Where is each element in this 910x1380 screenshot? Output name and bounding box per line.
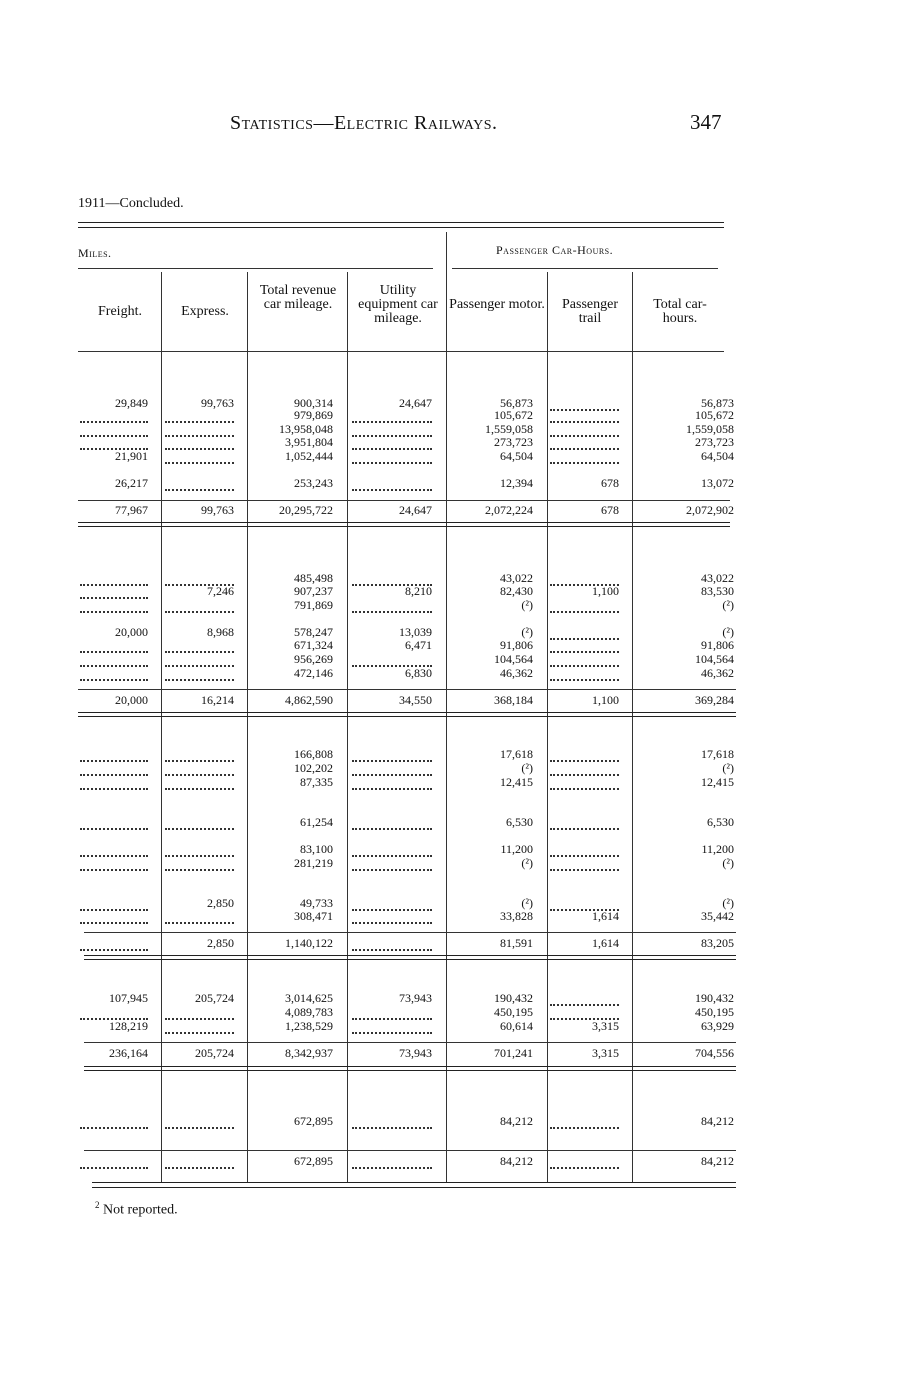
total-cell: 16,214 [201,693,234,707]
header-bottom-rule [78,351,724,352]
table-cell: (²) [722,896,734,910]
section-rule-3b [84,959,736,960]
leader-dots [165,435,234,437]
title-part2: Electric Railways. [333,112,498,134]
leader-dots [80,1167,148,1169]
table-cell: (²) [722,856,734,870]
table-cell: (²) [521,856,533,870]
table-cell: 91,806 [500,638,533,652]
leader-dots [352,909,432,911]
table-cell: 791,869 [294,598,333,612]
leader-dots [80,828,148,830]
group-head-car-hours: Passenger Car-Hours. [496,243,614,257]
top-rule-2 [78,227,724,228]
table-cell: 35,442 [701,909,734,923]
table-cell: 26,217 [115,476,148,490]
subtotal-rule-1 [78,500,730,501]
table-cell: 105,672 [494,408,533,422]
leader-dots [550,448,619,450]
col-divider-2 [247,272,248,1182]
total-cell: 368,184 [494,693,533,707]
leader-dots [352,448,432,450]
leader-dots [165,489,234,491]
total-cell: 701,241 [494,1046,533,1060]
total-cell: 205,724 [195,1046,234,1060]
leader-dots [352,760,432,762]
table-cell: 43,022 [500,571,533,585]
leader-dots [80,1127,148,1129]
total-cell: 3,315 [592,1046,619,1060]
table-cell: 4,089,783 [285,1005,333,1019]
leader-dots [80,909,148,911]
total-cell: 20,000 [115,693,148,707]
leader-dots [352,435,432,437]
table-cell: 104,564 [494,652,533,666]
total-cell: 1,614 [592,936,619,950]
table-cell: 61,254 [300,815,333,829]
footnote-mark: 2 [95,1200,100,1210]
table-cell: 60,614 [500,1019,533,1033]
leader-dots [352,922,432,924]
leader-dots [550,611,619,613]
leader-dots [550,774,619,776]
table-cell: 979,869 [294,408,333,422]
table-cell: 190,432 [695,991,734,1005]
group-head-miles: Miles. [78,246,112,260]
leader-dots [550,421,619,423]
table-cell: (²) [521,625,533,639]
table-cell: 105,672 [695,408,734,422]
table-cell: 12,415 [500,775,533,789]
subtotal-rule-3 [84,932,736,933]
table-cell: 99,763 [201,396,234,410]
leader-dots [352,1018,432,1020]
col-head-passenger-motor: Passenger motor. [449,297,545,312]
table-caption: 1911—Concluded. [78,196,184,211]
table-cell: 671,324 [294,638,333,652]
total-cell: 34,550 [399,693,432,707]
leader-dots [550,435,619,437]
table-cell: 1,100 [592,584,619,598]
leader-dots [550,679,619,681]
leader-dots [80,922,148,924]
section-rule-2b [78,716,736,717]
leader-dots [352,788,432,790]
table-cell: (²) [521,761,533,775]
section-rule-3a [84,955,736,956]
title-part1: Statistics [230,112,314,134]
table-cell: (²) [521,598,533,612]
leader-dots [165,665,234,667]
total-cell: 1,100 [592,693,619,707]
leader-dots [165,788,234,790]
leader-dots [550,409,619,411]
leader-dots [80,788,148,790]
leader-dots [80,597,148,599]
table-cell: 83,100 [300,842,333,856]
table-cell: 91,806 [701,638,734,652]
table-cell: 672,895 [294,1114,333,1128]
leader-dots [352,828,432,830]
col-divider-4 [446,232,447,1182]
table-cell: 253,243 [294,476,333,490]
leader-dots [550,665,619,667]
total-cell: 83,205 [701,936,734,950]
total-cell: 704,556 [695,1046,734,1060]
subtotal-rule-2 [78,689,736,690]
table-cell: 46,362 [701,666,734,680]
leader-dots [550,1167,619,1169]
leader-dots [352,774,432,776]
table-cell: 6,530 [707,815,734,829]
col-head-express: Express. [181,304,229,319]
table-cell: (²) [722,625,734,639]
leader-dots [165,760,234,762]
leader-dots [165,828,234,830]
table-cell: 450,195 [695,1005,734,1019]
total-cell: 84,212 [500,1154,533,1168]
leader-dots [165,1032,234,1034]
table-cell: 11,200 [701,842,734,856]
leader-dots [80,651,148,653]
leader-dots [165,869,234,871]
table-cell: 13,958,048 [279,422,333,436]
table-cell: 63,929 [701,1019,734,1033]
leader-dots [165,855,234,857]
table-cell: 64,504 [701,449,734,463]
total-cell: 77,967 [115,503,148,517]
leader-dots [352,855,432,857]
table-cell: 13,039 [399,625,432,639]
total-cell: 236,164 [109,1046,148,1060]
total-cell: 2,072,224 [485,503,533,517]
table-cell: 273,723 [494,435,533,449]
table-cell: 1,238,529 [285,1019,333,1033]
group-rule-miles [78,268,433,269]
table-cell: 73,943 [399,991,432,1005]
table-cell: 907,237 [294,584,333,598]
table-cell: 7,246 [207,584,234,598]
table-cell: 6,471 [405,638,432,652]
page-title [230,112,498,135]
table-cell: 102,202 [294,761,333,775]
footnote-text: Not reported. [99,1202,178,1218]
leader-dots [80,760,148,762]
table-cell: 46,362 [500,666,533,680]
leader-dots [352,949,432,951]
table-cell: 900,314 [294,396,333,410]
table-cell: 107,945 [109,991,148,1005]
table-cell: 17,618 [701,747,734,761]
leader-dots [165,421,234,423]
leader-dots [80,869,148,871]
leader-dots [165,462,234,464]
leader-dots [352,1167,432,1169]
col-head-utility: Utility equipment car mileage. [358,283,438,326]
table-cell: 56,873 [500,396,533,410]
table-cell: 64,504 [500,449,533,463]
table-cell: 82,430 [500,584,533,598]
leader-dots [165,651,234,653]
table-cell: 6,830 [405,666,432,680]
subtotal-rule-5 [84,1150,736,1151]
col-head-freight: Freight. [98,304,142,319]
table-cell: 84,212 [701,1114,734,1128]
table-cell: 678 [601,476,619,490]
table-cell: 33,828 [500,909,533,923]
bottom-rule-2 [92,1187,736,1188]
table-cell: 3,014,625 [285,991,333,1005]
leader-dots [80,421,148,423]
table-cell: 128,219 [109,1019,148,1033]
table-cell: (²) [722,761,734,775]
subtotal-rule-4 [84,1042,736,1043]
leader-dots [550,462,619,464]
col-divider-6 [632,272,633,1182]
total-cell: 81,591 [500,936,533,950]
table-cell: 956,269 [294,652,333,666]
footnote [95,1200,178,1219]
table-cell: 12,394 [500,476,533,490]
leader-dots [165,1167,234,1169]
top-rule-1 [78,222,724,223]
table-cell: 13,072 [701,476,734,490]
total-cell: 84,212 [701,1154,734,1168]
table-cell: 281,219 [294,856,333,870]
total-cell: 1,140,122 [285,936,333,950]
table-cell: 1,559,058 [686,422,734,436]
total-cell: 2,850 [207,936,234,950]
table-cell: 21,901 [115,449,148,463]
leader-dots [165,448,234,450]
total-cell: 8,342,937 [285,1046,333,1060]
table-cell: 166,808 [294,747,333,761]
leader-dots [550,788,619,790]
table-cell: 17,618 [500,747,533,761]
col-divider-5 [547,272,548,1182]
leader-dots [352,489,432,491]
total-cell: 4,862,590 [285,693,333,707]
table-cell: 2,850 [207,896,234,910]
table-cell: 472,146 [294,666,333,680]
table-cell: 205,724 [195,991,234,1005]
total-cell: 73,943 [399,1046,432,1060]
leader-dots [550,651,619,653]
leader-dots [80,611,148,613]
leader-dots [165,922,234,924]
leader-dots [352,421,432,423]
leader-dots [352,869,432,871]
table-cell: 485,498 [294,571,333,585]
leader-dots [165,679,234,681]
table-cell: 29,849 [115,396,148,410]
leader-dots [352,1127,432,1129]
page-number: 347 [690,110,722,134]
leader-dots [80,949,148,951]
leader-dots [352,611,432,613]
total-cell: 20,295,722 [279,503,333,517]
table-cell: 273,723 [695,435,734,449]
group-rule-car-hours [452,268,718,269]
title-dash: — [313,112,334,134]
table-cell: 1,052,444 [285,449,333,463]
col-divider-1 [161,272,162,1182]
section-rule-1a [78,522,730,523]
table-cell: (²) [521,896,533,910]
col-head-total-revenue: Total revenue car mileage. [259,283,337,312]
table-cell: 12,415 [701,775,734,789]
leader-dots [165,774,234,776]
table-cell: 56,873 [701,396,734,410]
table-cell: 308,471 [294,909,333,923]
table-cell: 6,530 [506,815,533,829]
leader-dots [80,584,148,586]
table-cell: 8,968 [207,625,234,639]
leader-dots [550,828,619,830]
total-cell: 678 [601,503,619,517]
table-cell: 84,212 [500,1114,533,1128]
table-cell: 24,647 [399,396,432,410]
table-cell: 49,733 [300,896,333,910]
col-head-passenger-trail: Passenger trail [562,297,618,326]
leader-dots [550,1127,619,1129]
table-cell: 578,247 [294,625,333,639]
leader-dots [165,1127,234,1129]
table-cell: 3,951,804 [285,435,333,449]
table-cell: 1,614 [592,909,619,923]
table-cell: 3,315 [592,1019,619,1033]
leader-dots [165,611,234,613]
total-cell: 672,895 [294,1154,333,1168]
table-cell: 1,559,058 [485,422,533,436]
table-cell: 190,432 [494,991,533,1005]
leader-dots [550,855,619,857]
leader-dots [550,1004,619,1006]
leader-dots [550,869,619,871]
leader-dots [80,435,148,437]
leader-dots [80,774,148,776]
leader-dots [80,665,148,667]
total-cell: 24,647 [399,503,432,517]
total-cell: 369,284 [695,693,734,707]
table-cell: (²) [722,598,734,612]
table-cell: 20,000 [115,625,148,639]
section-rule-2a [78,712,736,713]
table-cell: 450,195 [494,1005,533,1019]
leader-dots [550,760,619,762]
table-cell: 83,530 [701,584,734,598]
leader-dots [352,1032,432,1034]
leader-dots [80,855,148,857]
leader-dots [80,679,148,681]
col-head-total-car-hours: Total car-hours. [653,297,707,326]
table-cell: 11,200 [500,842,533,856]
leader-dots [550,638,619,640]
table-cell: 43,022 [701,571,734,585]
section-rule-4a [84,1066,736,1067]
leader-dots [352,462,432,464]
table-cell: 87,335 [300,775,333,789]
col-divider-3 [347,272,348,1182]
bottom-rule-1 [92,1182,736,1183]
total-cell: 99,763 [201,503,234,517]
table-cell: 104,564 [695,652,734,666]
leader-dots [165,1018,234,1020]
table-cell: 8,210 [405,584,432,598]
section-rule-1b [78,526,730,527]
section-rule-4b [84,1070,736,1071]
total-cell: 2,072,902 [686,503,734,517]
